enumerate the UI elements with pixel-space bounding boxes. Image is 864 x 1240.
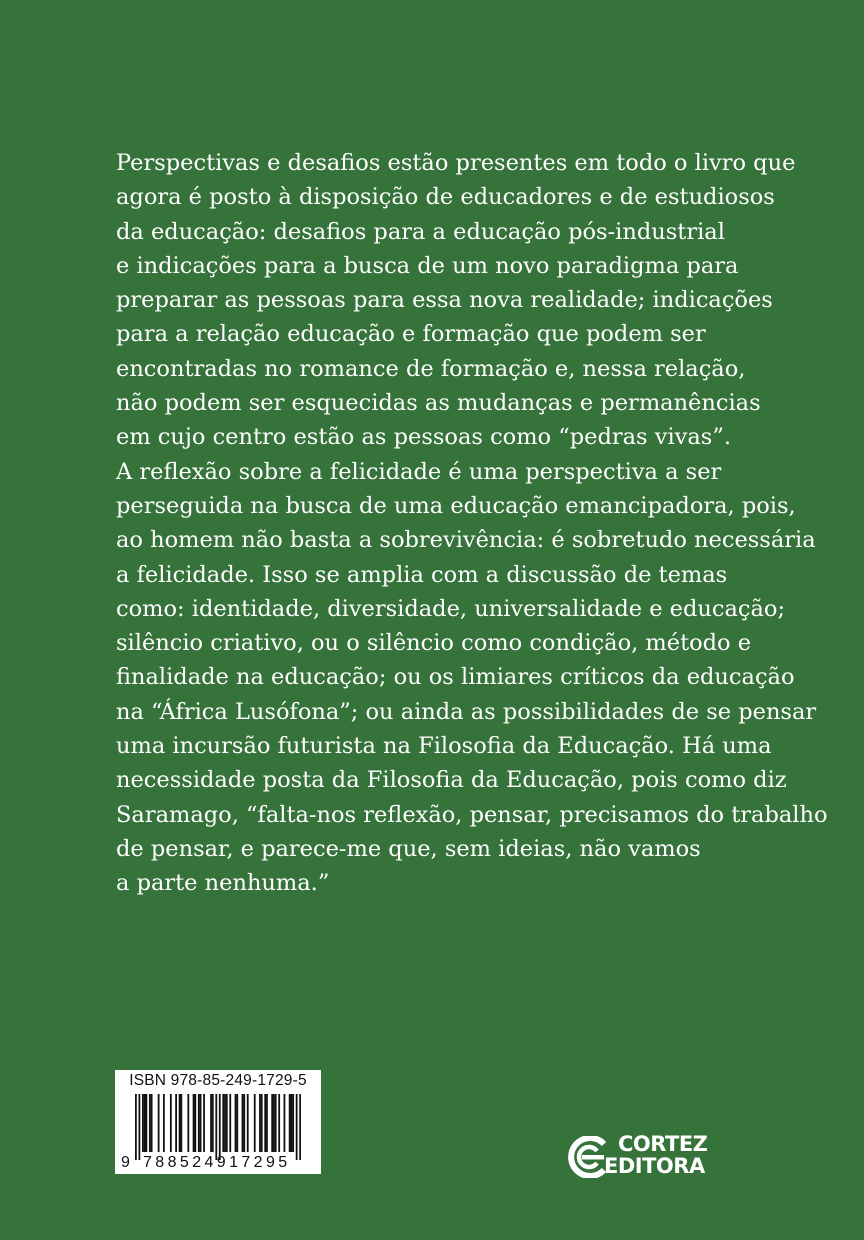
barcode-bar — [200, 1094, 202, 1152]
barcode-bar — [224, 1094, 226, 1152]
blurb-line: necessidade posta da Filosofia da Educação, pois como diz — [116, 767, 787, 794]
blurb-line: a felicidade. Isso se amplia com a discussão de temas — [116, 561, 728, 588]
barcode-bar — [144, 1094, 146, 1152]
barcode-bar — [149, 1094, 151, 1152]
barcode-bar — [135, 1094, 137, 1160]
barcode-bar — [215, 1094, 217, 1160]
barcode-bar — [284, 1094, 286, 1152]
barcode-bar — [219, 1094, 221, 1160]
barcode-bar — [296, 1094, 298, 1160]
blurb-line: perseguida na busca de uma educação emancipadora, pois, — [116, 492, 796, 519]
back-cover-blurb — [116, 146, 828, 901]
barcode-bar — [291, 1094, 293, 1152]
barcode-bar — [266, 1094, 268, 1152]
barcode-bar — [158, 1094, 160, 1152]
blurb-line: agora é posto à disposição de educadores e de estudiosos — [116, 184, 775, 211]
barcode-bar — [271, 1094, 273, 1152]
barcode-bar — [273, 1094, 275, 1152]
barcode-bar — [226, 1094, 228, 1152]
barcode-bar — [289, 1094, 291, 1152]
barcode-bar — [259, 1094, 261, 1152]
publisher-name-line2: EDITORA — [604, 1154, 705, 1178]
blurb-line: Perspectivas e desafios estão presentes em todo o livro que — [116, 150, 796, 176]
blurb-line: da educação: desafios para a educação pós-industrial — [116, 218, 725, 245]
barcode-bar — [198, 1094, 200, 1152]
blurb-line: uma incursão futurista na Filosofia da Educação. Há uma — [116, 733, 772, 760]
ean-first-digit: 9 — [121, 1154, 130, 1171]
barcode-bar — [203, 1094, 205, 1152]
blurb-line: Saramago, “falta-nos reflexão, pensar, precisamos do trabalho — [116, 801, 828, 828]
barcode-bar — [145, 1094, 147, 1152]
isbn-label: ISBN 978-85-249-1729-5 — [129, 1072, 307, 1089]
barcode-bar — [138, 1094, 140, 1160]
blurb-line: ao homem não basta a sobrevivência: é sobretudo necessária — [116, 527, 816, 554]
ean-digits — [115, 1154, 321, 1174]
publisher-name-line1: CORTEZ — [618, 1132, 708, 1156]
barcode-bar — [194, 1094, 196, 1152]
blurb-line: preparar as pessoas para essa nova realidade; indicações — [116, 287, 773, 314]
barcode-bar — [243, 1094, 245, 1152]
blurb-line: não podem ser esquecidas as mudanças e permanências — [116, 390, 761, 417]
barcode-bar — [151, 1094, 153, 1152]
barcode-bar — [261, 1094, 263, 1152]
barcode-bar — [212, 1094, 214, 1152]
barcode-bar — [254, 1094, 256, 1152]
barcode-bar — [242, 1094, 244, 1152]
barcode-bar — [193, 1094, 195, 1152]
barcode-bar — [247, 1094, 249, 1152]
blurb-line: para a relação educação e formação que podem ser — [116, 321, 706, 348]
ean-rest-digits: 788524917295 — [143, 1154, 291, 1171]
blurb-line: na “África Lusófona”; ou ainda as possibilidades de se pensar — [116, 698, 817, 725]
isbn-barcode — [115, 1070, 321, 1174]
barcode-bar — [180, 1094, 182, 1152]
barcode-bar — [187, 1094, 189, 1152]
barcode-bar — [170, 1094, 172, 1152]
publisher-logo — [566, 1130, 706, 1182]
barcode-bar — [210, 1094, 212, 1152]
blurb-line: de pensar, e parece-me que, sem ideias, não vamos — [116, 835, 701, 862]
blurb-line: silêncio criativo, ou o silêncio como condição, método e — [116, 630, 752, 657]
barcode-bar — [229, 1094, 231, 1152]
barcode-bar — [142, 1094, 144, 1152]
barcode-bar — [179, 1094, 181, 1152]
barcode-bar — [163, 1094, 165, 1152]
blurb-line: e indicações para a busca de um novo paradigma para — [116, 252, 739, 279]
barcode-bar — [175, 1094, 177, 1152]
barcode-bar — [236, 1094, 238, 1152]
barcode-bar — [235, 1094, 237, 1152]
barcode-bar — [299, 1094, 301, 1160]
barcode-bar — [292, 1094, 294, 1152]
barcode-bar — [278, 1094, 280, 1152]
blurb-line: a parte nenhuma.” — [116, 870, 330, 897]
barcode-bars — [135, 1094, 301, 1160]
barcode-bar — [222, 1094, 224, 1152]
blurb-line: finalidade na educação; ou os limiares críticos da educação — [116, 664, 795, 691]
blurb-line: encontradas no romance de formação e, nessa relação, — [116, 355, 746, 382]
blurb-line: A reflexão sobre a felicidade é uma perspectiva a ser — [116, 458, 722, 485]
blurb-line: em cujo centro estão as pessoas como “pedras vivas”. — [116, 424, 731, 451]
barcode-bar — [264, 1094, 266, 1152]
blurb-line: como: identidade, diversidade, universalidade e educação; — [116, 595, 786, 622]
barcode-bar — [275, 1094, 277, 1152]
